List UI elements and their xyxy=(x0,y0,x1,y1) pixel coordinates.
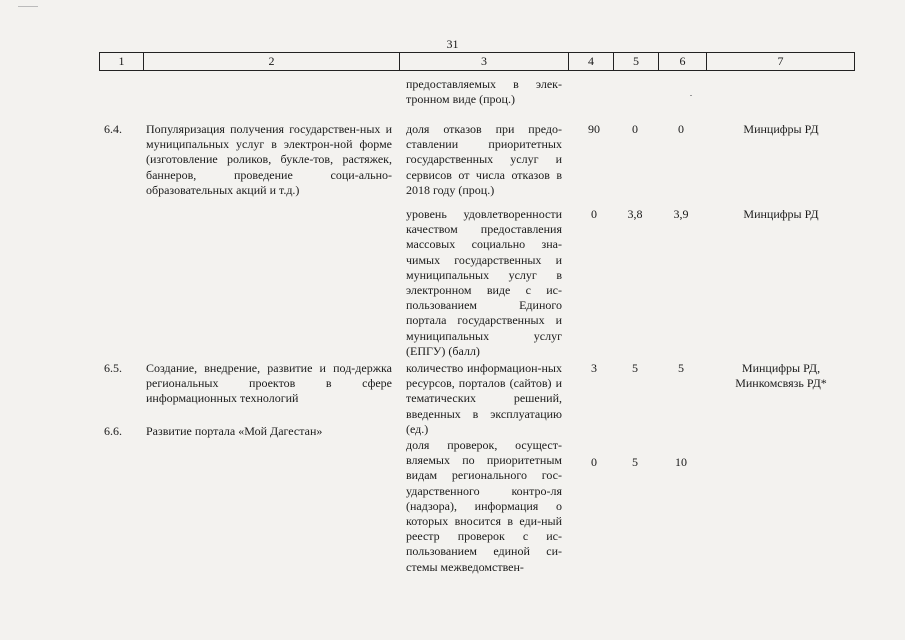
item-number-6-4: 6.4. xyxy=(104,122,122,136)
col-header-4: 4 xyxy=(569,53,614,70)
value-col6: 3,9 xyxy=(673,207,689,221)
page-number: 31 xyxy=(446,37,459,51)
value-col6: 5 xyxy=(678,361,684,375)
value-col4: 0 xyxy=(591,207,597,221)
col-header-6: 6 xyxy=(659,53,707,70)
col-header-7: 7 xyxy=(707,53,855,70)
value-col5: 5 xyxy=(632,455,638,469)
value-col4: 90 xyxy=(588,122,600,136)
measure-6-6: Развитие портала «Мой Дагестан» xyxy=(146,424,323,438)
responsible-6-5: Минцифры РД, Минкомсвязь РД* xyxy=(735,361,827,391)
value-col4: 3 xyxy=(591,361,597,375)
value-col6: 10 xyxy=(675,455,687,469)
value-col6: 0 xyxy=(678,122,684,136)
indicator-6-4-b: уровень удовлетворенности качеством предоставления массовых социально зна-чимых государственных и муниципальных услуг в электронном виде с ис-пользованием Единого портала государственных и муниципальных услуг (ЕПГУ) (балл) xyxy=(406,207,562,358)
item-number-6-6: 6.6. xyxy=(104,424,122,438)
measure-6-4: Популяризация получения государствен-ных и муниципальных услуг в электрон-ной форме (изготовление роликов, букле-тов, растяжек, баннеров, проведение соци-ально-образовательных акций и т.д.) xyxy=(146,122,392,197)
indicator-6-4-a: доля отказов при предо-ставлении приоритетных государственных услуг и сервисов от числа отказов в 2018 году (проц.) xyxy=(406,122,562,197)
indicator-cont: предоставляемых в элек-тронном виде (проц.) xyxy=(406,77,562,107)
value-col5: 5 xyxy=(632,361,638,375)
indicator-6-6: доля проверок, осущест-вляемых по приоритетным видам регионального гос-ударственного контро-ля (надзора), информация о которых вносится в еди-ный реестр проверок с ис-пользованием единой си-стемы межведомствен- xyxy=(406,438,562,574)
value-col4: 0 xyxy=(591,455,597,469)
indicator-6-5: количество информацион-ных ресурсов, порталов (сайтов) и тематических решений, введенных в эксплуатацию (ед.) xyxy=(406,361,562,436)
col-header-5: 5 xyxy=(614,53,659,70)
value-col5: 0 xyxy=(632,122,638,136)
scan-artifact xyxy=(18,6,38,7)
responsible-6-4-a: Минцифры РД xyxy=(743,122,819,136)
col-header-2: 2 xyxy=(144,53,400,70)
col-header-1: 1 xyxy=(100,53,144,70)
col-header-3: 3 xyxy=(400,53,569,70)
value-col5: 3,8 xyxy=(627,207,643,221)
table-header xyxy=(99,52,855,71)
responsible-6-4-b: Минцифры РД xyxy=(743,207,819,221)
item-number-6-5: 6.5. xyxy=(104,361,122,375)
measure-6-5: Создание, внедрение, развитие и под-держка региональных проектов в сфере информационных технологий xyxy=(146,361,392,406)
scan-artifact xyxy=(690,95,692,96)
